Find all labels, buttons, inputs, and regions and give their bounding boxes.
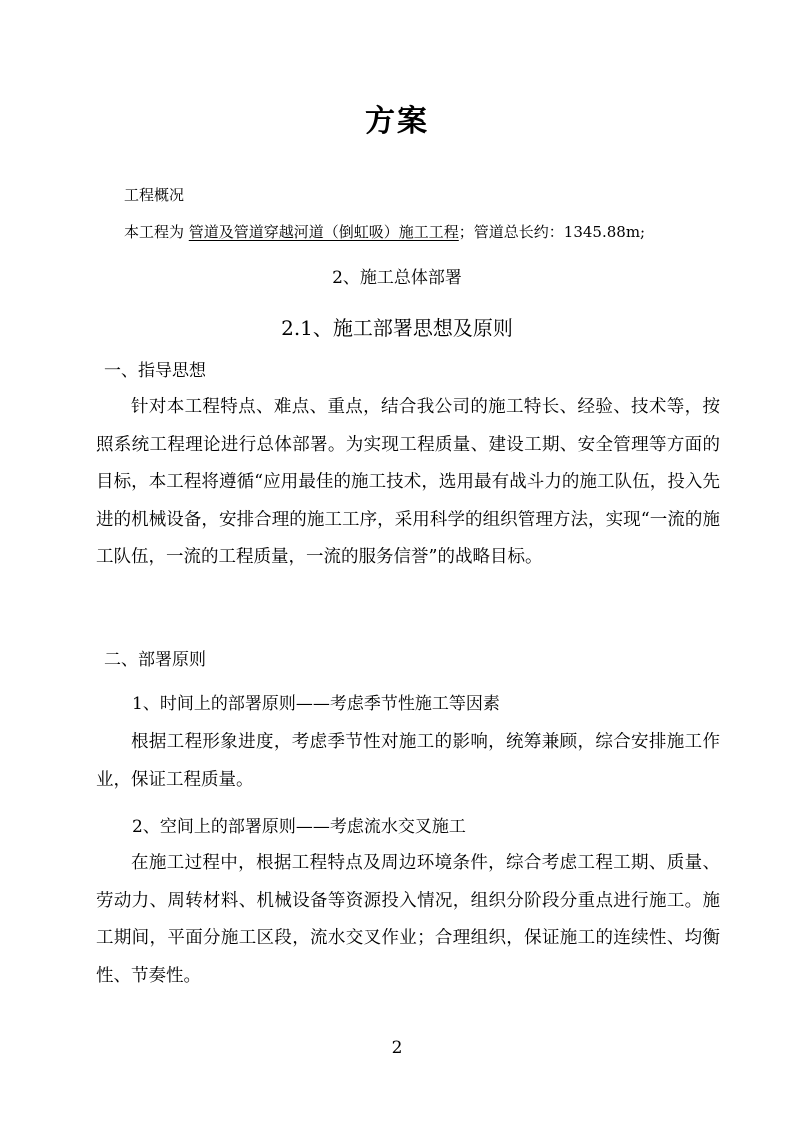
- time-principle-paragraph: 根据工程形象进度，考虑季节性对施工的影响，统筹兼顾，综合安排施工作业，保证工程质量。: [96, 732, 720, 790]
- project-name: 管道及管道穿越河道（倒虹吸）施工工程: [188, 223, 459, 241]
- space-principle-paragraph: 在施工过程中，根据工程特点及周边环境条件，综合考虑工程工期、质量、劳动力、周转材料、机械设备等资源投入情况，组织分阶段分重点进行施工。施工期间，平面分施工区段，流水交叉作业；合理组织，保证施工的连续性、均衡性、节奏性。: [96, 853, 720, 986]
- page-number: 2: [391, 1038, 403, 1058]
- section-2-1-heading: 2.1、施工部署思想及原则: [281, 316, 513, 340]
- space-principle-heading: 2、空间上的部署原则——考虑流水交叉施工: [132, 817, 466, 837]
- principles-heading: 二、部署原则: [104, 650, 206, 670]
- document-title: 方案: [365, 104, 429, 139]
- section-2-heading: 2、施工总体部署: [332, 268, 462, 288]
- overview-heading: 工程概况: [124, 186, 185, 204]
- overview-prefix: 本工程为: [124, 223, 189, 241]
- overview-suffix: ；管道总长约：1345.88m;: [458, 223, 646, 241]
- guiding-paragraph: 针对本工程特点、难点、重点，结合我公司的施工特长、经验、技术等，按照系统工程理论进行总体部署。为实现工程质量、建设工期、安全管理等方面的目标，本工程将遵循“应用最佳的施工技术，选用最有战斗力的施工队伍，投入先进的机械设备，安排合理的施工工序，采用科学的组织管理方法，实现“一流的施工队伍，一流的工程质量，一流的服务信誉”的战略目标。: [96, 397, 720, 568]
- time-principle-heading: 1、时间上的部署原则——考虑季节性施工等因素: [132, 694, 500, 714]
- guiding-heading: 一、指导思想: [104, 361, 206, 381]
- overview-line: [124, 221, 645, 242]
